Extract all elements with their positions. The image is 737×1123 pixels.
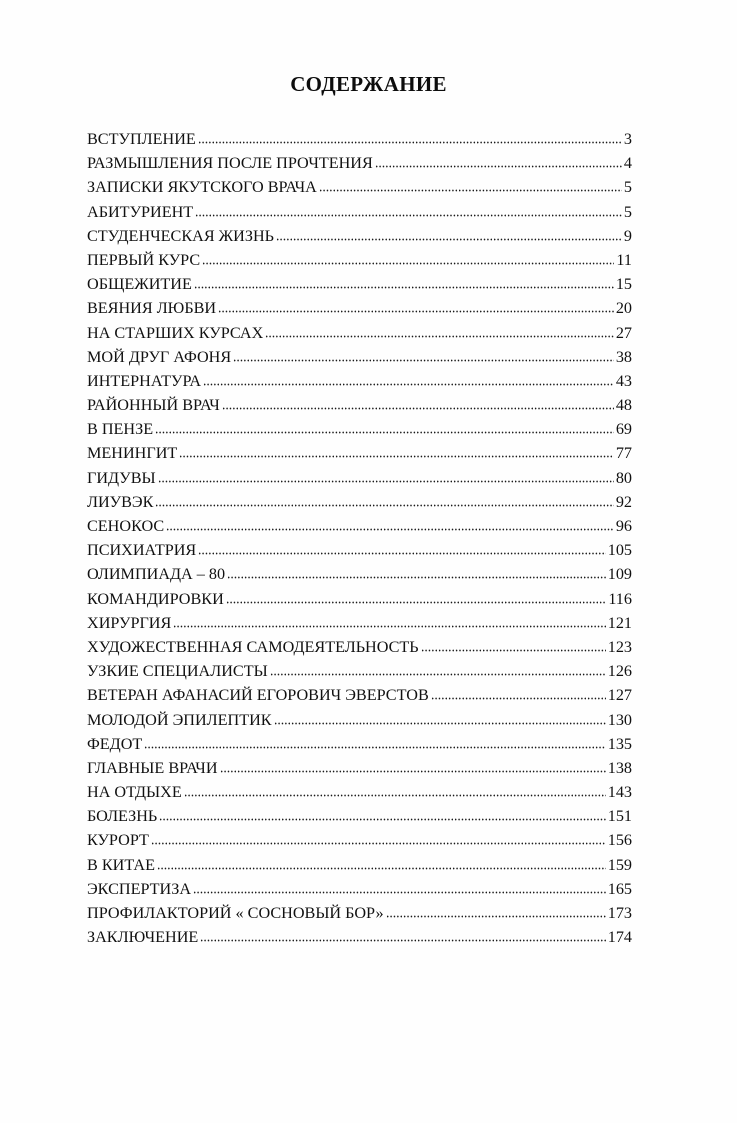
toc-entry-page-number: 69 (615, 420, 632, 439)
toc-entry[interactable] (87, 248, 632, 272)
toc-entry-page-number: 11 (616, 250, 632, 269)
toc-entry-page-number: 126 (607, 662, 632, 681)
toc-entry-page-number: 123 (607, 637, 632, 656)
toc-entry-title: ГИДУВЫ (87, 468, 156, 487)
toc-entry[interactable] (87, 635, 632, 659)
toc-entry-title: ХУДОЖЕСТВЕННАЯ САМОДЕЯТЕЛЬНОСТЬ (87, 637, 419, 656)
toc-entry-page-number: 3 (623, 130, 632, 148)
toc-entry-title: ЛИУВЭК (87, 492, 154, 511)
toc-entry[interactable] (87, 708, 632, 732)
toc-entry-page-number: 20 (615, 299, 632, 318)
toc-entry[interactable] (87, 441, 632, 465)
toc-entry-title: ВЕЯНИЯ ЛЮБВИ (87, 299, 217, 318)
toc-entry-title: БОЛЕЗНЬ (87, 807, 158, 826)
dot-leader (226, 592, 607, 604)
toc-entry-page-number: 127 (607, 686, 632, 705)
dot-leader (222, 398, 614, 410)
toc-entry-page-number: 105 (607, 541, 632, 560)
toc-entry-page-number: 121 (607, 613, 632, 632)
dot-leader (179, 446, 614, 458)
dot-leader (203, 374, 614, 386)
dot-leader (319, 180, 622, 192)
toc-entry-page-number: 80 (615, 468, 632, 487)
toc-entry-title: ОБЩЕЖИТИЕ (87, 275, 192, 294)
dot-leader (233, 350, 614, 362)
toc-entry[interactable] (87, 877, 632, 901)
toc-entry-title: СЕНОКОС (87, 517, 165, 535)
dot-leader (144, 737, 605, 749)
dot-leader (431, 688, 606, 700)
dot-leader (227, 567, 606, 579)
table-of-contents (87, 127, 632, 949)
toc-entry-page-number: 130 (607, 710, 632, 729)
dot-leader (421, 640, 606, 652)
dot-leader (265, 326, 614, 338)
toc-entry[interactable] (87, 756, 632, 780)
toc-entry-page-number: 116 (608, 589, 632, 608)
toc-entry[interactable] (87, 296, 632, 320)
toc-entry-title: АБИТУРИЕНТ (87, 202, 194, 221)
toc-entry[interactable] (87, 369, 632, 393)
toc-entry-title: МОЛОДОЙ ЭПИЛЕПТИК (87, 710, 272, 729)
dot-leader (159, 809, 605, 821)
toc-entry[interactable] (87, 611, 632, 635)
toc-entry-title: КОМАНДИРОВКИ (87, 589, 224, 608)
toc-entry[interactable] (87, 925, 632, 949)
toc-entry-page-number: 92 (615, 492, 632, 511)
page-title: СОДЕРЖАНИЕ (290, 72, 447, 96)
toc-entry-title: ПРОФИЛАКТОРИЙ « СОСНОВЫЙ БОР» (87, 904, 384, 922)
toc-entry[interactable] (87, 200, 632, 224)
toc-entry[interactable] (87, 853, 632, 877)
toc-entry-title: ХИРУРГИЯ (87, 613, 172, 632)
toc-entry[interactable] (87, 538, 632, 562)
toc-entry-title: ГЛАВНЫЕ ВРАЧИ (87, 758, 218, 777)
dot-leader (151, 833, 606, 845)
toc-entry-page-number: 5 (623, 202, 632, 221)
toc-entry-title: МОЙ ДРУГ АФОНЯ (87, 347, 232, 366)
dot-leader (157, 858, 606, 870)
toc-entry[interactable] (87, 828, 632, 852)
dot-leader (200, 930, 605, 942)
toc-entry[interactable] (87, 587, 632, 611)
toc-entry-page-number: 15 (615, 275, 632, 294)
toc-entry-page-number: 159 (607, 855, 632, 874)
dot-leader (193, 882, 606, 894)
toc-entry[interactable] (87, 659, 632, 683)
toc-entry[interactable] (87, 272, 632, 296)
toc-entry[interactable] (87, 901, 632, 925)
toc-entry[interactable] (87, 804, 632, 828)
toc-entry-page-number: 109 (607, 565, 632, 584)
dot-leader (195, 205, 622, 217)
toc-entry[interactable] (87, 345, 632, 369)
toc-entry-page-number: 138 (607, 758, 632, 777)
toc-entry-title: НА СТАРШИХ КУРСАХ (87, 323, 264, 342)
toc-entry[interactable] (87, 562, 632, 586)
toc-entry-page-number: 48 (615, 396, 632, 415)
dot-leader (270, 664, 606, 676)
dot-leader (173, 616, 605, 628)
toc-entry-page-number: 173 (607, 904, 632, 922)
toc-entry-title: КУРОРТ (87, 831, 149, 850)
toc-entry[interactable] (87, 393, 632, 417)
dot-leader (166, 519, 614, 531)
toc-entry-title: УЗКИЕ СПЕЦИАЛИСТЫ (87, 662, 268, 681)
toc-entry[interactable] (87, 514, 632, 538)
dot-leader (276, 229, 622, 241)
toc-entry-page-number: 38 (615, 347, 632, 366)
toc-entry-title: ВЕТЕРАН АФАНАСИЙ ЕГОРОВИЧ ЭВЕРСТОВ (87, 686, 429, 705)
toc-entry-page-number: 77 (615, 444, 632, 463)
toc-entry-title: ИНТЕРНАТУРА (87, 371, 202, 390)
toc-entry-page-number: 27 (615, 323, 632, 342)
toc-entry-title: ЗАКЛЮЧЕНИЕ (87, 928, 199, 947)
dot-leader (202, 253, 614, 265)
toc-entry-page-number: 151 (607, 807, 632, 826)
toc-entry[interactable] (87, 490, 632, 514)
toc-entry-title: ПЕРВЫЙ КУРС (87, 250, 201, 269)
toc-entry-page-number: 43 (615, 371, 632, 390)
toc-entry[interactable] (87, 466, 632, 490)
toc-entry-title: СТУДЕНЧЕСКАЯ ЖИЗНЬ (87, 226, 274, 245)
dot-leader (198, 543, 606, 555)
dot-leader (158, 471, 614, 483)
toc-entry-page-number: 174 (607, 928, 632, 947)
toc-entry-title: ВСТУПЛЕНИЕ (87, 130, 196, 148)
toc-entry-page-number: 4 (623, 154, 632, 173)
dot-leader (198, 132, 622, 144)
toc-entry-title: ЭКСПЕРТИЗА (87, 879, 192, 898)
toc-entry-title: В ПЕНЗЕ (87, 420, 154, 439)
toc-entry[interactable] (87, 683, 632, 707)
toc-entry[interactable] (87, 151, 632, 175)
toc-entry-title: ПСИХИАТРИЯ (87, 541, 197, 560)
toc-entry-title: В КИТАЕ (87, 855, 155, 874)
toc-entry-page-number: 156 (607, 831, 632, 850)
toc-entry-title: МЕНИНГИТ (87, 444, 178, 463)
dot-leader (155, 422, 614, 434)
dot-leader (218, 301, 614, 313)
dot-leader (155, 495, 613, 507)
toc-entry-title: ФЕДОТ (87, 734, 143, 753)
toc-entry[interactable] (87, 175, 632, 199)
toc-entry-title: НА ОТДЫХЕ (87, 783, 182, 802)
dot-leader (194, 277, 614, 289)
toc-entry-page-number: 96 (615, 517, 632, 535)
toc-entry-page-number: 165 (607, 879, 632, 898)
toc-entry-title: РАЙОННЫЙ ВРАЧ (87, 396, 220, 415)
dot-leader (274, 713, 606, 725)
toc-entry[interactable] (87, 224, 632, 248)
toc-entry-page-number: 5 (623, 178, 632, 197)
toc-entry-title: ЗАПИСКИ ЯКУТСКОГО ВРАЧА (87, 178, 317, 197)
toc-entry-page-number: 135 (607, 734, 632, 753)
dot-leader (375, 156, 622, 168)
toc-entry[interactable] (87, 321, 632, 345)
dot-leader (220, 761, 606, 773)
dot-leader (184, 785, 606, 797)
toc-entry-page-number: 143 (607, 783, 632, 802)
dot-leader (386, 906, 606, 918)
toc-entry[interactable] (87, 127, 632, 151)
toc-entry-title: РАЗМЫШЛЕНИЯ ПОСЛЕ ПРОЧТЕНИЯ (87, 154, 373, 173)
toc-entry[interactable] (87, 732, 632, 756)
toc-entry-page-number: 9 (623, 226, 632, 245)
toc-entry[interactable] (87, 780, 632, 804)
toc-entry-title: ОЛИМПИАДА – 80 (87, 565, 226, 584)
toc-entry[interactable] (87, 417, 632, 441)
